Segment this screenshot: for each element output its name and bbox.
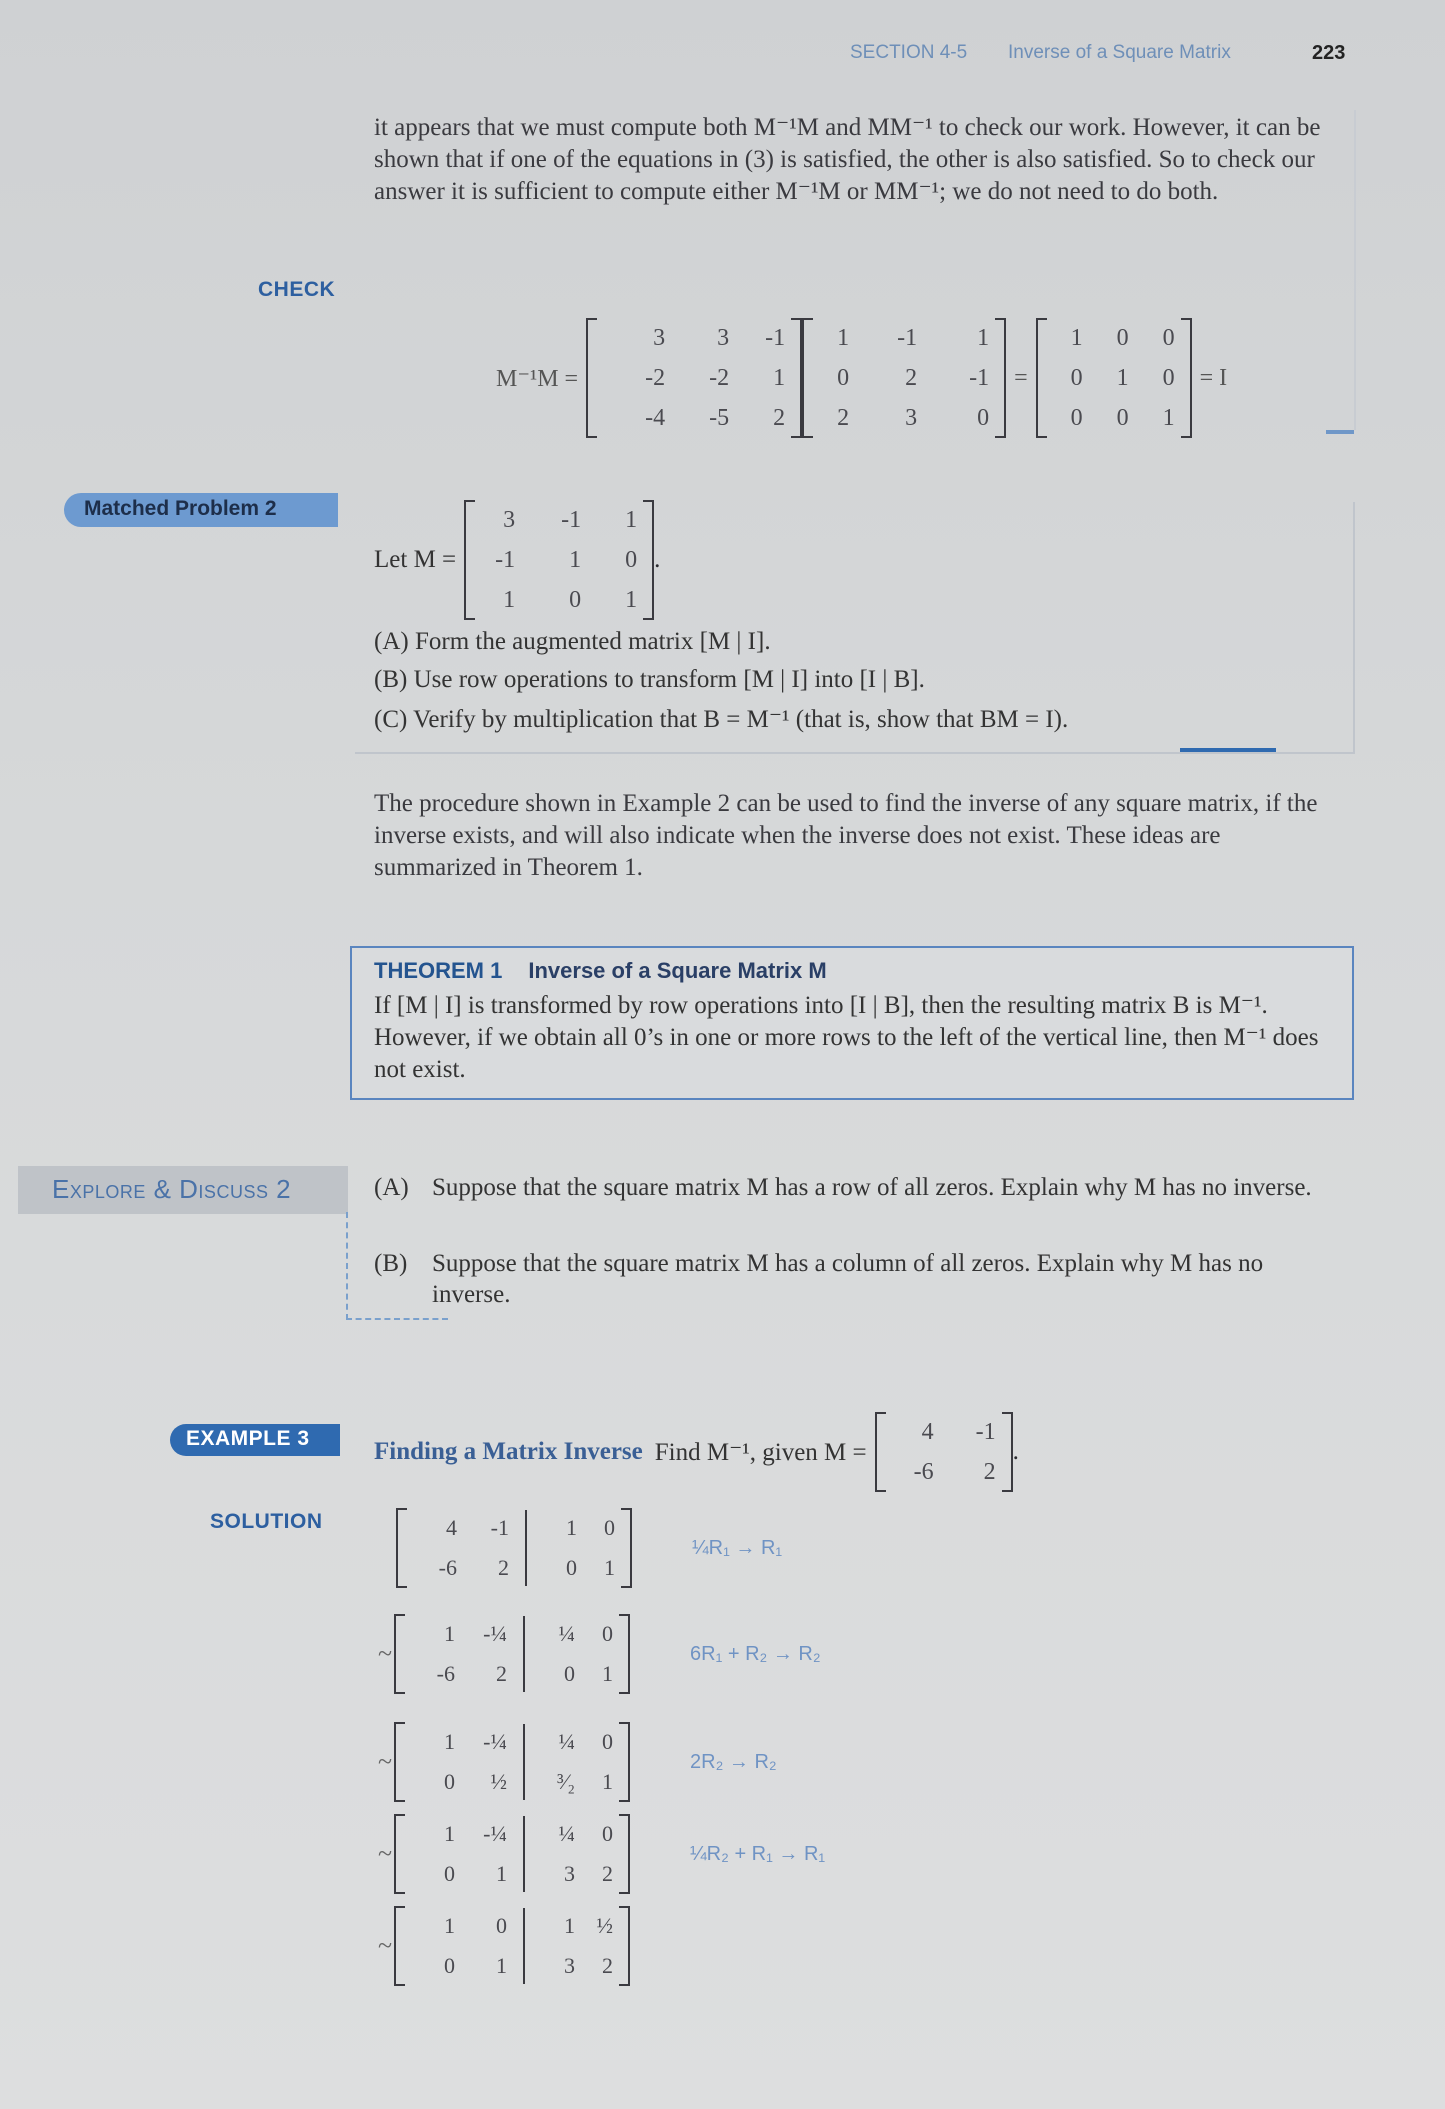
explore-a-text: Suppose that the square matrix M has a row of all zeros. Explain why M has no inverse.: [432, 1174, 1312, 1201]
explore-b-text: Suppose that the square matrix M has a column of all zeros. Explain why M has no inverse.: [432, 1250, 1264, 1308]
matrix-entry: -6: [438, 1555, 457, 1580]
matrix-entry: 0: [602, 1729, 613, 1754]
solution-step-4: [378, 1814, 825, 1894]
matrix-entry: 0: [1116, 405, 1129, 431]
explore-b-label: (B): [374, 1250, 408, 1277]
row-operation: ¼R₁ → R₁: [692, 1536, 783, 1559]
row-operation: 6R₁ + R₂ → R₂: [690, 1642, 821, 1665]
matrix-entry: 1: [496, 1861, 507, 1886]
matrix-entry: 1: [569, 547, 582, 573]
matrix-entry: 1: [625, 587, 638, 613]
example-3-text: Find M⁻¹, given M =: [654, 1439, 867, 1466]
part-c-label: (C): [374, 706, 408, 733]
matched-problem-matrix: [374, 500, 660, 620]
part-a-text: Form the augmented matrix [M | I].: [414, 628, 771, 655]
matrix-entry: 1: [602, 1769, 613, 1794]
example-3-label: EXAMPLE 3: [186, 1427, 310, 1450]
augmented-matrix: [394, 1722, 630, 1802]
matrix-entry: 2: [602, 1953, 613, 1978]
matrix-entry: -¼: [483, 1821, 507, 1846]
matrix-entry: -¼: [483, 1729, 507, 1754]
row-equivalent-symbol: ~: [378, 1747, 393, 1776]
matrix-entry: 0: [1070, 365, 1083, 391]
solution-step-3: [378, 1722, 777, 1802]
margin-marker: [1326, 430, 1354, 434]
augment-divider: [523, 1908, 525, 1984]
augmented-matrix: [394, 1814, 630, 1894]
matrix-entry: 1: [1162, 405, 1175, 431]
matrix-entry: 1: [602, 1661, 613, 1686]
row-equivalent-symbol: ~: [378, 1839, 393, 1868]
row-equivalent-symbol: ~: [378, 1931, 393, 1960]
section-title: Inverse of a Square Matrix: [1008, 42, 1231, 63]
matrix-entry: 1: [444, 1821, 455, 1846]
matrix-m: [464, 500, 654, 620]
matrix-entry: 0: [444, 1769, 455, 1794]
example-3-matrix: [875, 1412, 1013, 1492]
augment-divider: [523, 1724, 525, 1800]
matrix-entry: 1: [1116, 365, 1129, 391]
page-header: [850, 42, 1346, 64]
augment-divider: [525, 1510, 527, 1586]
solution-step-5: [378, 1906, 630, 1986]
part-c-text: Verify by multiplication that B = M⁻¹ (that is, show that BM = I).: [413, 706, 1069, 733]
matrix-entry: 0: [1162, 325, 1175, 351]
matrix-entry: 1: [837, 325, 850, 351]
matrix-entry: 3: [905, 405, 918, 431]
explore-discuss-tab: [18, 1166, 348, 1214]
matched-problem-part-b: [374, 666, 925, 694]
matrix-entry: -1: [490, 1515, 509, 1540]
matrix-entry: 2: [602, 1861, 613, 1886]
matrix-entry: -1: [897, 325, 918, 351]
example-3-statement: [374, 1412, 1019, 1492]
theorem-text: If [M | I] is transformed by row operations into [I | B], then the resulting matrix B is M⁻¹. However, if we obtain all 0’s in one or more rows to the left of the vertical line, then M⁻¹ does not exist.: [374, 992, 1319, 1083]
matrix-entry: ³⁄₂: [557, 1769, 575, 1794]
matrix-entry: 1: [773, 365, 786, 391]
matrix-entry: 0: [566, 1555, 577, 1580]
matrix-entry: ¼: [558, 1729, 575, 1754]
theorem-number: THEOREM 1: [374, 958, 503, 983]
matrix-entry: -1: [495, 547, 516, 573]
augmented-matrix: [394, 1906, 630, 1986]
matrix-entry: 3: [564, 1953, 575, 1978]
matrix-entry: -2: [645, 365, 666, 391]
matrix-entry: -1: [765, 325, 786, 351]
matrix-entry: -5: [709, 405, 730, 431]
check-equation: [488, 318, 1235, 438]
explore-a-label: (A): [374, 1174, 409, 1201]
page-number: 223: [1312, 42, 1346, 64]
row-operation: 2R₂ → R₂: [690, 1750, 777, 1773]
matrix-entry: ¼: [558, 1821, 575, 1846]
solution-step-2: [378, 1614, 821, 1694]
augment-divider: [523, 1816, 525, 1892]
matched-problem-label: Matched Problem 2: [84, 497, 277, 520]
matrix-entry: 0: [602, 1821, 613, 1846]
matrix-entry: 1: [444, 1913, 455, 1938]
part-b-text: Use row operations to transform [M | I] into [I | B].: [413, 666, 925, 693]
augmented-matrix: [396, 1508, 632, 1588]
matrix-entry: 1: [444, 1729, 455, 1754]
check-equals: =: [1014, 364, 1028, 391]
matrix-entry: 0: [569, 587, 582, 613]
matrix-entry: 1: [496, 1953, 507, 1978]
matrix-entry: 2: [773, 405, 786, 431]
matrix-entry: 1: [604, 1555, 615, 1580]
theorem-heading: [374, 958, 827, 984]
matrix-entry: 4: [446, 1515, 457, 1540]
matrix-entry: 0: [977, 405, 990, 431]
matrix-entry: 4: [921, 1419, 934, 1445]
matrix-entry: 1: [977, 325, 990, 351]
augment-divider: [523, 1616, 525, 1692]
check-label: CHECK: [258, 278, 336, 301]
theorem-box: [350, 946, 1354, 1100]
matrix-entry: 2: [905, 365, 918, 391]
matrix-entry: -¼: [483, 1621, 507, 1646]
margin-rule: [1354, 110, 1356, 430]
matrix-entry: 0: [1162, 365, 1175, 391]
check-rhs: = I: [1199, 364, 1228, 391]
explore-discuss-label: Explore & Discuss 2: [52, 1174, 292, 1204]
explore-part-a: [374, 1172, 1364, 1203]
matrix-entry: 1: [503, 587, 516, 613]
row-equivalent-symbol: ~: [378, 1639, 393, 1668]
check-matrix-1: [586, 318, 802, 438]
matrix-entry: -2: [709, 365, 730, 391]
matched-problem-tab: [64, 493, 338, 527]
part-b-label: (B): [374, 666, 408, 693]
matrix-entry: 0: [444, 1953, 455, 1978]
matrix-entry: 1: [1070, 325, 1083, 351]
matched-problem-part-a: [374, 628, 771, 656]
matrix-entry: 2: [837, 405, 850, 431]
matrix-entry: -1: [969, 365, 990, 391]
intro-paragraph: it appears that we must compute both M⁻¹M and MM⁻¹ to check our work. However, it can be shown that if one of the equations in (3) is satisfied, the other is also satisfied. So to check our answer it is sufficient to compute either M⁻¹M or MM⁻¹; we do not need to do both.: [374, 114, 1321, 205]
matrix-entry: 3: [653, 325, 666, 351]
theorem-title: Inverse of a Square Matrix M: [528, 958, 827, 983]
matrix-entry: 1: [566, 1515, 577, 1540]
augmented-matrix: [394, 1614, 630, 1694]
example-3-title: Finding a Matrix Inverse: [374, 1438, 643, 1465]
matrix-entry: 0: [837, 365, 850, 391]
matrix-entry: 1: [564, 1913, 575, 1938]
matrix-entry: -1: [561, 507, 582, 533]
matrix-entry: 1: [625, 507, 638, 533]
solution-label: SOLUTION: [210, 1510, 323, 1533]
matrix-entry: ½: [596, 1913, 613, 1938]
procedure-paragraph: The procedure shown in Example 2 can be used to find the inverse of any square matrix, if the inverse exists, and will also indicate when the inverse does not exist. These ideas are summarized in Theorem 1.: [374, 790, 1318, 881]
matrix-entry: 2: [498, 1555, 509, 1580]
section-label: SECTION 4-5: [850, 42, 968, 63]
matrix-entry: 0: [564, 1661, 575, 1686]
underline-accent: [1180, 748, 1276, 752]
row-operation: ¼R₂ + R₁ → R₁: [690, 1842, 826, 1865]
part-a-label: (A): [374, 628, 409, 655]
matrix-entry: -4: [645, 405, 666, 431]
matrix-entry: -6: [436, 1661, 455, 1686]
matrix-entry: 0: [602, 1621, 613, 1646]
matrix-entry: 0: [604, 1515, 615, 1540]
matrix-entry: -6: [913, 1459, 934, 1485]
matrix-entry: 0: [1116, 325, 1129, 351]
check-lhs: M⁻¹M =: [496, 365, 579, 392]
matrix-entry: 1: [444, 1621, 455, 1646]
matrix-entry: 2: [983, 1459, 996, 1485]
matched-problem-part-c: [374, 704, 1068, 734]
matrix-entry: 3: [503, 507, 516, 533]
matrix-period: .: [654, 546, 661, 573]
solution-step-1: [396, 1508, 782, 1588]
matrix-entry: ½: [490, 1769, 507, 1794]
example-3-tab: [170, 1424, 340, 1456]
matrix-entry: ¼: [558, 1621, 575, 1646]
example-3-period: .: [1012, 1438, 1019, 1465]
identity-matrix: [1036, 318, 1192, 438]
matrix-entry: 0: [496, 1913, 507, 1938]
matrix-entry: 0: [444, 1861, 455, 1886]
matrix-entry: 0: [625, 547, 638, 573]
let-text: Let M =: [374, 546, 457, 573]
check-matrix-2: [802, 318, 1006, 438]
matrix-entry: -1: [975, 1419, 996, 1445]
matrix-entry: 3: [717, 325, 730, 351]
matrix-entry: 2: [496, 1661, 507, 1686]
explore-part-b: [374, 1248, 1334, 1310]
matrix-entry: 3: [564, 1861, 575, 1886]
matrix-entry: 0: [1070, 405, 1083, 431]
